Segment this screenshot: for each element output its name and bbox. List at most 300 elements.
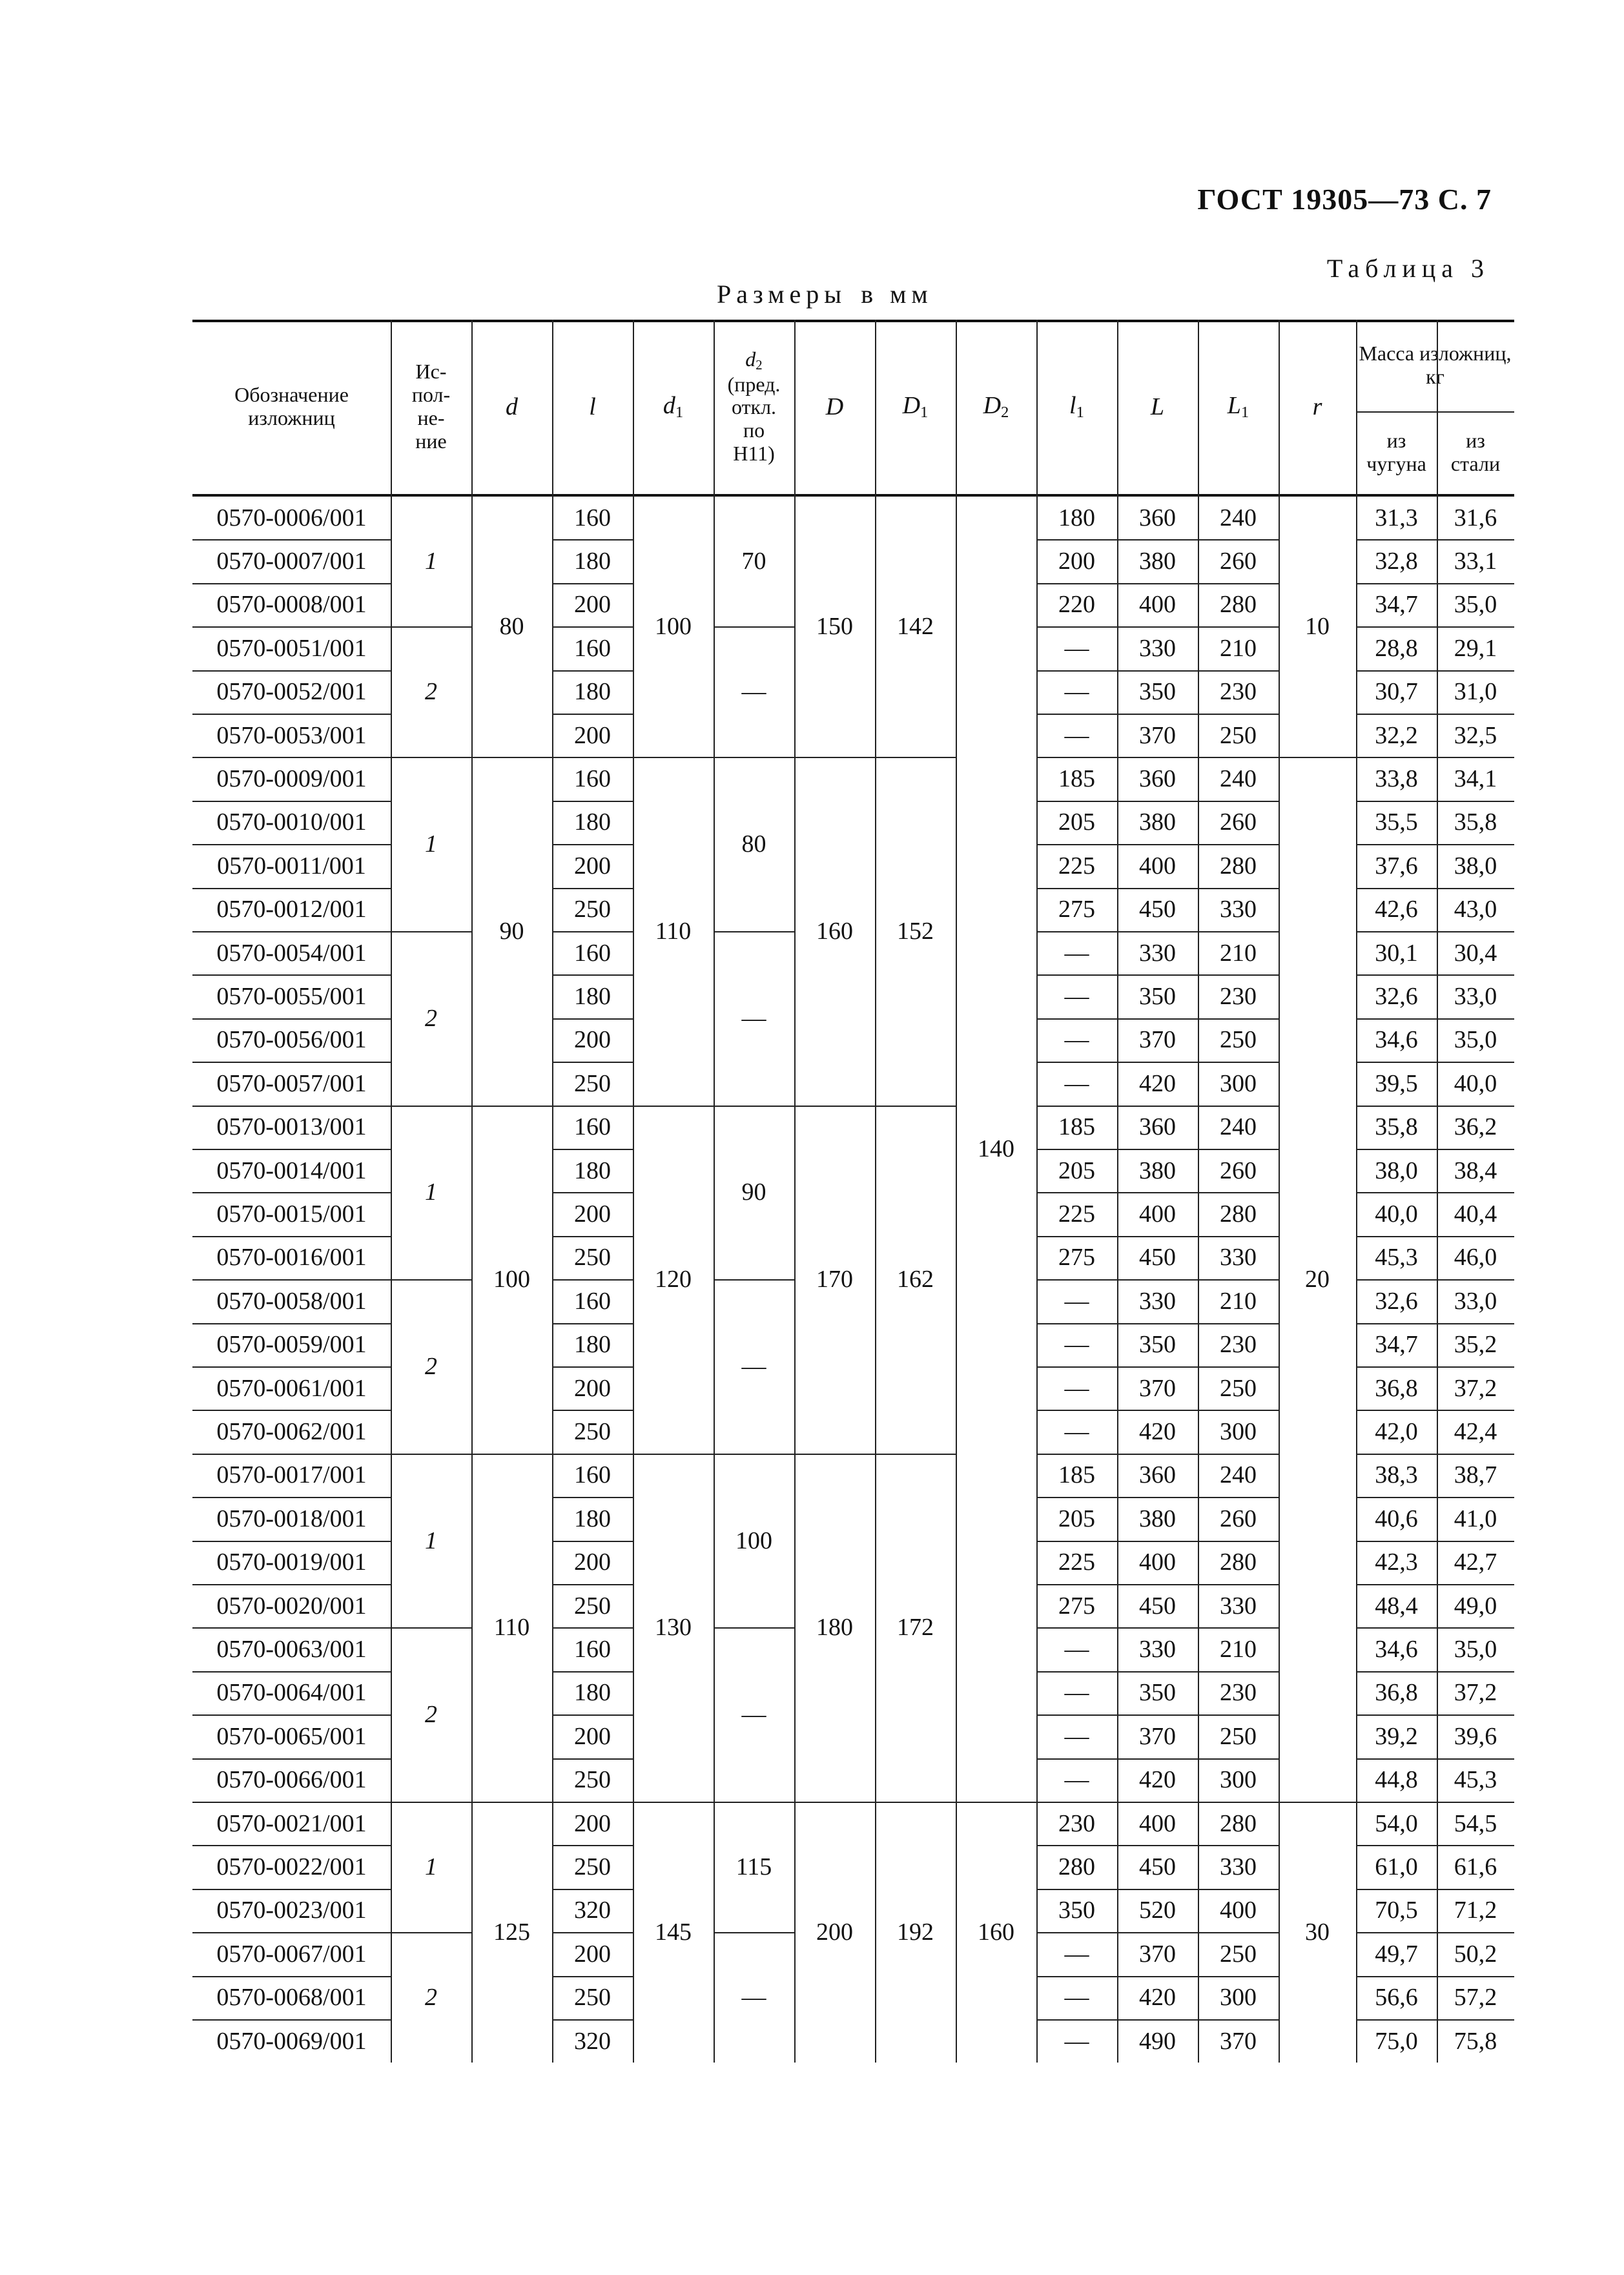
table-cell-L1: 240 [1220, 504, 1257, 531]
table-cell-L1: 300 [1220, 1766, 1257, 1794]
table-cell-d2: 115 [735, 1853, 772, 1881]
table-cell-L: 330 [1139, 1636, 1176, 1663]
table-cell-mass-iron: 42,6 [1375, 896, 1418, 923]
table-cell-l1: — [1064, 678, 1089, 706]
grid-line [956, 494, 957, 2063]
grid-line [1356, 583, 1514, 584]
grid-line [192, 626, 391, 628]
grid-line [1036, 1845, 1279, 1846]
grid-line [1356, 1062, 1514, 1063]
table-cell-mass-steel: 35,0 [1454, 1636, 1497, 1663]
table-cell-mass-steel: 29,1 [1454, 634, 1497, 662]
grid-line [552, 583, 633, 584]
table-cell-l: 180 [574, 1331, 611, 1359]
grid-line [552, 320, 553, 494]
table-cell-mass-iron: 37,6 [1375, 852, 1418, 880]
table-cell-L: 360 [1139, 1461, 1176, 1489]
grid-line [552, 888, 633, 889]
grid-line [192, 1627, 391, 1629]
table-cell-l1: — [1064, 1069, 1089, 1097]
table-cell-l: 250 [574, 1766, 611, 1794]
grid-line [192, 1018, 391, 1020]
grid-line [1356, 1236, 1514, 1237]
table-cell-L1: 370 [1220, 2027, 1257, 2055]
grid-line [1279, 494, 1280, 2063]
table-cell-l: 180 [574, 1679, 611, 1707]
table-cell-d2: — [741, 1004, 766, 1032]
table-row-designation: 0570-0057/001 [216, 1069, 367, 1097]
table-cell-L1: 300 [1220, 1069, 1257, 1097]
table-cell-mass-iron: 54,0 [1375, 1809, 1418, 1837]
grid-line [192, 1410, 391, 1411]
grid-line [192, 974, 391, 976]
table-cell-L1: 280 [1220, 1809, 1257, 1837]
table-cell-L: 420 [1139, 1984, 1176, 2012]
table-cell-l: 200 [574, 852, 611, 880]
table-cell-l1: 225 [1058, 1200, 1095, 1228]
grid-line [1356, 1802, 1514, 1803]
grid-line [1356, 1627, 1514, 1629]
grid-line [552, 1366, 633, 1368]
table-cell-version: 2 [425, 678, 437, 706]
grid-line [956, 320, 957, 494]
table-cell-mass-iron: 42,0 [1375, 1418, 1418, 1446]
table-row-designation: 0570-0058/001 [216, 1287, 367, 1315]
table-cell-L: 360 [1139, 1113, 1176, 1141]
table-cell-L1: 250 [1220, 721, 1257, 749]
grid-line [1036, 1323, 1279, 1324]
table-cell-D: 180 [816, 1614, 853, 1642]
table-cell-mass-iron: 36,8 [1375, 1679, 1418, 1707]
table-cell-l1: — [1064, 1418, 1089, 1446]
table-cell-L1: 240 [1220, 765, 1257, 793]
table-cell-mass-iron: 28,8 [1375, 634, 1418, 662]
grid-line [633, 320, 634, 494]
table-cell-L: 350 [1139, 1679, 1176, 1707]
table-cell-D1: 152 [897, 917, 934, 945]
grid-line [192, 583, 391, 584]
table-cell-mass-iron: 34,7 [1375, 591, 1418, 619]
table-cell-mass-iron: 48,4 [1375, 1592, 1418, 1620]
table-cell-l1: 275 [1058, 1592, 1095, 1620]
grid-line [552, 1192, 633, 1193]
table-cell-r: 30 [1305, 1919, 1330, 1946]
table-cell-l1: 225 [1058, 1549, 1095, 1576]
table-row-designation: 0570-0055/001 [216, 983, 367, 1011]
grid-line [192, 1845, 391, 1846]
grid-line [192, 714, 391, 715]
table-cell-mass-iron: 33,8 [1375, 765, 1418, 793]
table-cell-l: 200 [574, 1026, 611, 1054]
table-cell-d1: 120 [655, 1266, 692, 1293]
table-number: Таблица 3 [1326, 254, 1490, 283]
grid-line [552, 1497, 633, 1498]
table-cell-l: 320 [574, 2027, 611, 2055]
table-cell-mass-steel: 43,0 [1454, 896, 1497, 923]
header-L: L [1150, 393, 1165, 420]
grid-line [1036, 844, 1279, 845]
table-cell-version: 2 [425, 1701, 437, 1729]
table-cell-l: 180 [574, 678, 611, 706]
table-cell-l1: 205 [1058, 1505, 1095, 1532]
table-cell-l: 180 [574, 983, 611, 1011]
table-cell-L1: 250 [1220, 1026, 1257, 1054]
grid-line [192, 1062, 391, 1063]
grid-line [1036, 1410, 1279, 1411]
table-cell-r: 20 [1305, 1266, 1330, 1293]
table-cell-L1: 260 [1220, 548, 1257, 575]
table-cell-mass-iron: 45,3 [1375, 1244, 1418, 1271]
table-cell-l1: 280 [1058, 1853, 1095, 1881]
grid-line [391, 1279, 471, 1281]
table-cell-l: 200 [574, 1374, 611, 1402]
table-cell-L: 350 [1139, 983, 1176, 1011]
grid-line [1356, 1671, 1514, 1673]
grid-line [1356, 974, 1514, 976]
table-cell-mass-iron: 34,7 [1375, 1331, 1418, 1359]
table-row-designation: 0570-0069/001 [216, 2027, 367, 2055]
table-row-designation: 0570-0010/001 [216, 808, 367, 836]
table-cell-l1: — [1064, 1940, 1089, 1968]
table-cell-L: 370 [1139, 1722, 1176, 1750]
table-cell-l: 160 [574, 765, 611, 793]
grid-line [552, 1454, 633, 1455]
table-row-designation: 0570-0007/001 [216, 548, 367, 575]
grid-line [1036, 1279, 1279, 1281]
grid-line [1036, 757, 1279, 758]
table-cell-mass-steel: 32,5 [1454, 721, 1497, 749]
grid-line [1279, 757, 1356, 758]
table-cell-l1: — [1064, 2027, 1089, 2055]
table-cell-d2: — [741, 1984, 766, 2012]
header-mass-steel: из стали [1450, 429, 1501, 475]
table-cell-l: 250 [574, 896, 611, 923]
grid-line [1036, 1149, 1279, 1150]
grid-line [1036, 1062, 1279, 1063]
grid-line [1036, 626, 1279, 628]
table-cell-mass-iron: 36,8 [1375, 1374, 1418, 1402]
grid-line [714, 320, 715, 494]
grid-line [552, 1584, 633, 1585]
table-cell-mass-iron: 34,6 [1375, 1026, 1418, 1054]
table-cell-mass-steel: 42,7 [1454, 1549, 1497, 1576]
grid-line [1356, 1541, 1514, 1542]
header-L1: $L_1$ [1227, 392, 1249, 422]
grid-line [1036, 1192, 1279, 1193]
grid-line [1356, 1323, 1514, 1324]
table-cell-r: 10 [1305, 613, 1330, 641]
table-cell-version: 1 [425, 1853, 437, 1881]
grid-line [714, 1627, 794, 1629]
table-row-designation: 0570-0011/001 [217, 852, 366, 880]
grid-line [1356, 1932, 1514, 1933]
table-cell-mass-steel: 40,0 [1454, 1069, 1497, 1097]
table-cell-l1: 275 [1058, 896, 1095, 923]
header-D: D [825, 393, 844, 420]
table-cell-mass-steel: 35,8 [1454, 808, 1497, 836]
grid-line [552, 1018, 633, 1020]
table-cell-l: 160 [574, 1113, 611, 1141]
table-cell-l1: — [1064, 721, 1089, 749]
units-caption-label: Размеры [717, 280, 847, 309]
table-cell-l1: 220 [1058, 591, 1095, 619]
table-cell-mass-steel: 37,2 [1454, 1679, 1497, 1707]
table-row-designation: 0570-0051/001 [216, 634, 367, 662]
table-cell-l: 250 [574, 1984, 611, 2012]
grid-line [391, 320, 392, 494]
grid-line [552, 931, 633, 932]
grid-line [1036, 1497, 1279, 1498]
grid-line [192, 1714, 391, 1716]
grid-line [1356, 1192, 1514, 1193]
table-row-designation: 0570-0017/001 [216, 1461, 367, 1489]
grid-line [552, 1802, 633, 1803]
grid-line [471, 494, 473, 2063]
page-header: ГОСТ 19305—73 С. 7 [1197, 183, 1492, 216]
table-cell-L: 450 [1139, 896, 1176, 923]
grid-line [1036, 1758, 1279, 1760]
grid-line [391, 626, 471, 628]
grid-line [552, 670, 633, 672]
table-cell-L: 450 [1139, 1853, 1176, 1881]
table-row-designation: 0570-0023/001 [216, 1897, 367, 1924]
table-cell-l: 200 [574, 1809, 611, 1837]
grid-line [192, 1236, 391, 1237]
table-cell-d2: 100 [735, 1527, 772, 1554]
table-cell-l: 180 [574, 808, 611, 836]
table-cell-mass-iron: 31,3 [1375, 504, 1418, 531]
table-cell-L1: 250 [1220, 1722, 1257, 1750]
table-cell-L: 360 [1139, 504, 1176, 531]
table-cell-d: 90 [499, 917, 524, 945]
header-mass: Масса изложниц, кг [1359, 342, 1512, 388]
table-cell-d: 80 [499, 613, 524, 641]
grid-line [875, 320, 876, 494]
table-cell-l: 180 [574, 548, 611, 575]
table-cell-mass-iron: 32,6 [1375, 1287, 1418, 1315]
table-cell-D1: 142 [897, 613, 934, 641]
table-cell-d: 110 [493, 1614, 530, 1642]
header-d1: $d_1$ [663, 392, 684, 422]
grid-line [714, 626, 794, 628]
table-row-designation: 0570-0064/001 [216, 1679, 367, 1707]
grid-line [552, 1410, 633, 1411]
table-cell-mass-iron: 35,8 [1375, 1113, 1418, 1141]
grid-line [1036, 1584, 1279, 1585]
table-cell-l: 160 [574, 1461, 611, 1489]
table-cell-mass-steel: 46,0 [1454, 1244, 1497, 1271]
grid-line [192, 1541, 391, 1542]
units-caption [717, 279, 933, 309]
units-caption-unit: в мм [861, 280, 933, 309]
grid-line [552, 974, 633, 976]
table-cell-l: 200 [574, 1200, 611, 1228]
table-row-designation: 0570-0061/001 [216, 1374, 367, 1402]
grid-line [1036, 494, 1038, 2063]
grid-line [192, 1671, 391, 1673]
table-cell-L: 400 [1139, 852, 1176, 880]
grid-line [192, 1366, 391, 1368]
table-cell-mass-iron: 75,0 [1375, 2027, 1418, 2055]
table-cell-L: 420 [1139, 1069, 1176, 1097]
table-cell-mass-steel: 45,3 [1454, 1766, 1497, 1794]
table-cell-l1: — [1064, 1287, 1089, 1315]
grid-line [1356, 1149, 1514, 1150]
table-cell-l1: 205 [1058, 808, 1095, 836]
table-cell-mass-iron: 38,3 [1375, 1461, 1418, 1489]
grid-line [552, 2019, 633, 2021]
grid-line [714, 931, 794, 932]
grid-line [1036, 670, 1279, 672]
table-row-designation: 0570-0008/001 [216, 591, 367, 619]
table-cell-L: 380 [1139, 1505, 1176, 1532]
table-cell-mass-steel: 41,0 [1454, 1505, 1497, 1532]
table-cell-L1: 230 [1220, 1679, 1257, 1707]
grid-line [1356, 1018, 1514, 1020]
table-cell-mass-steel: 50,2 [1454, 1940, 1497, 1968]
table-cell-L: 380 [1139, 548, 1176, 575]
header-l1: $l_1$ [1069, 392, 1084, 422]
table-cell-l: 180 [574, 1157, 611, 1184]
table-cell-version: 1 [425, 1527, 437, 1554]
grid-line [1036, 1106, 1279, 1107]
grid-line [1036, 320, 1038, 494]
table-cell-mass-steel: 37,2 [1454, 1374, 1497, 1402]
table-cell-mass-steel: 30,4 [1454, 939, 1497, 967]
table-cell-D: 160 [816, 917, 853, 945]
table-cell-mass-iron: 44,8 [1375, 1766, 1418, 1794]
table-cell-L1: 230 [1220, 1331, 1257, 1359]
table-cell-D: 150 [816, 613, 853, 641]
table-cell-l: 160 [574, 1287, 611, 1315]
table-cell-L1: 230 [1220, 983, 1257, 1011]
table-cell-mass-iron: 56,6 [1375, 1984, 1418, 2012]
table-cell-L: 330 [1139, 939, 1176, 967]
grid-line [552, 844, 633, 845]
table-cell-L1: 330 [1220, 1592, 1257, 1620]
table-row-designation: 0570-0056/001 [216, 1026, 367, 1054]
grid-line [192, 539, 391, 540]
grid-line [1356, 670, 1514, 672]
table-cell-L1: 330 [1220, 896, 1257, 923]
grid-line [552, 1845, 633, 1846]
table-cell-l: 200 [574, 721, 611, 749]
table-cell-L: 450 [1139, 1244, 1176, 1271]
grid-line [1437, 320, 1438, 494]
table-cell-mass-iron: 38,0 [1375, 1157, 1418, 1184]
grid-line [1356, 844, 1514, 845]
table-cell-l1: — [1064, 1766, 1089, 1794]
table-cell-l1: — [1064, 1026, 1089, 1054]
table-cell-l1: 350 [1058, 1897, 1095, 1924]
table-cell-D1: 162 [897, 1266, 934, 1293]
table-cell-mass-steel: 31,0 [1454, 678, 1497, 706]
grid-line [192, 1454, 391, 1455]
table-cell-mass-steel: 42,4 [1454, 1418, 1497, 1446]
grid-line [552, 757, 633, 758]
grid-line [875, 494, 876, 2063]
table-cell-L: 370 [1139, 1026, 1176, 1054]
table-row-designation: 0570-0012/001 [216, 896, 367, 923]
grid-line [1036, 1889, 1279, 1890]
grid-line [1356, 1889, 1514, 1890]
table-cell-l1: 180 [1058, 504, 1095, 531]
table-row-designation: 0570-0052/001 [216, 678, 367, 706]
table-cell-l1: 200 [1058, 548, 1095, 575]
table-cell-L1: 260 [1220, 1505, 1257, 1532]
table-cell-l: 180 [574, 1505, 611, 1532]
grid-line [1356, 1106, 1514, 1107]
table-row-designation: 0570-0014/001 [216, 1157, 367, 1184]
grid-line [192, 1932, 391, 1933]
grid-line [552, 801, 633, 802]
table-cell-l1: — [1064, 1374, 1089, 1402]
table-cell-version: 2 [425, 1984, 437, 2012]
grid-line [552, 1671, 633, 1673]
table-cell-l: 320 [574, 1897, 611, 1924]
grid-line [391, 1627, 471, 1629]
grid-line [1356, 1758, 1514, 1760]
table-cell-D: 200 [816, 1919, 853, 1946]
table-cell-d: 125 [493, 1919, 530, 1946]
table-row-designation: 0570-0015/001 [216, 1200, 367, 1228]
table-row-designation: 0570-0065/001 [216, 1722, 367, 1750]
grid-line [552, 494, 553, 2063]
table-cell-d2: — [741, 1701, 766, 1729]
grid-line [1356, 1279, 1514, 1281]
table-cell-l: 160 [574, 1636, 611, 1663]
grid-line [552, 1323, 633, 1324]
table-cell-version: 1 [425, 548, 437, 575]
table-cell-l: 200 [574, 591, 611, 619]
table-cell-L: 490 [1139, 2027, 1176, 2055]
table-cell-d1: 145 [655, 1919, 692, 1946]
grid-line [192, 670, 391, 672]
grid-line [714, 1279, 794, 1281]
table-cell-mass-steel: 38,0 [1454, 852, 1497, 880]
grid-line [1356, 320, 1357, 494]
table-cell-mass-steel: 31,6 [1454, 504, 1497, 531]
grid-line [192, 844, 391, 845]
grid-line [1036, 1366, 1279, 1368]
table-row-designation: 0570-0053/001 [216, 721, 367, 749]
table-row-designation: 0570-0068/001 [216, 1984, 367, 2012]
table-cell-mass-steel: 39,6 [1454, 1722, 1497, 1750]
grid-line [794, 320, 796, 494]
grid-line [1117, 320, 1118, 494]
table-cell-l1: — [1064, 1722, 1089, 1750]
table-cell-L: 380 [1139, 808, 1176, 836]
grid-line [1036, 801, 1279, 802]
header-version: Ис- пол- не- ние [411, 360, 451, 453]
grid-line [633, 494, 634, 2063]
grid-line [1356, 494, 1357, 2063]
table-cell-mass-iron: 35,5 [1375, 808, 1418, 836]
grid-line [1356, 1976, 1514, 1977]
grid-line [1036, 1932, 1279, 1933]
table-cell-l1: 275 [1058, 1244, 1095, 1271]
grid-line [714, 1932, 794, 1933]
grid-line [1117, 494, 1118, 2063]
grid-line [552, 1106, 633, 1107]
table-cell-mass-iron: 42,3 [1375, 1549, 1418, 1576]
table-cell-L: 370 [1139, 721, 1176, 749]
grid-line [552, 539, 633, 540]
grid-line [1356, 411, 1514, 413]
table-cell-mass-iron: 49,7 [1375, 1940, 1418, 1968]
table-cell-mass-steel: 33,0 [1454, 1287, 1497, 1315]
table-cell-l1: — [1064, 1636, 1089, 1663]
